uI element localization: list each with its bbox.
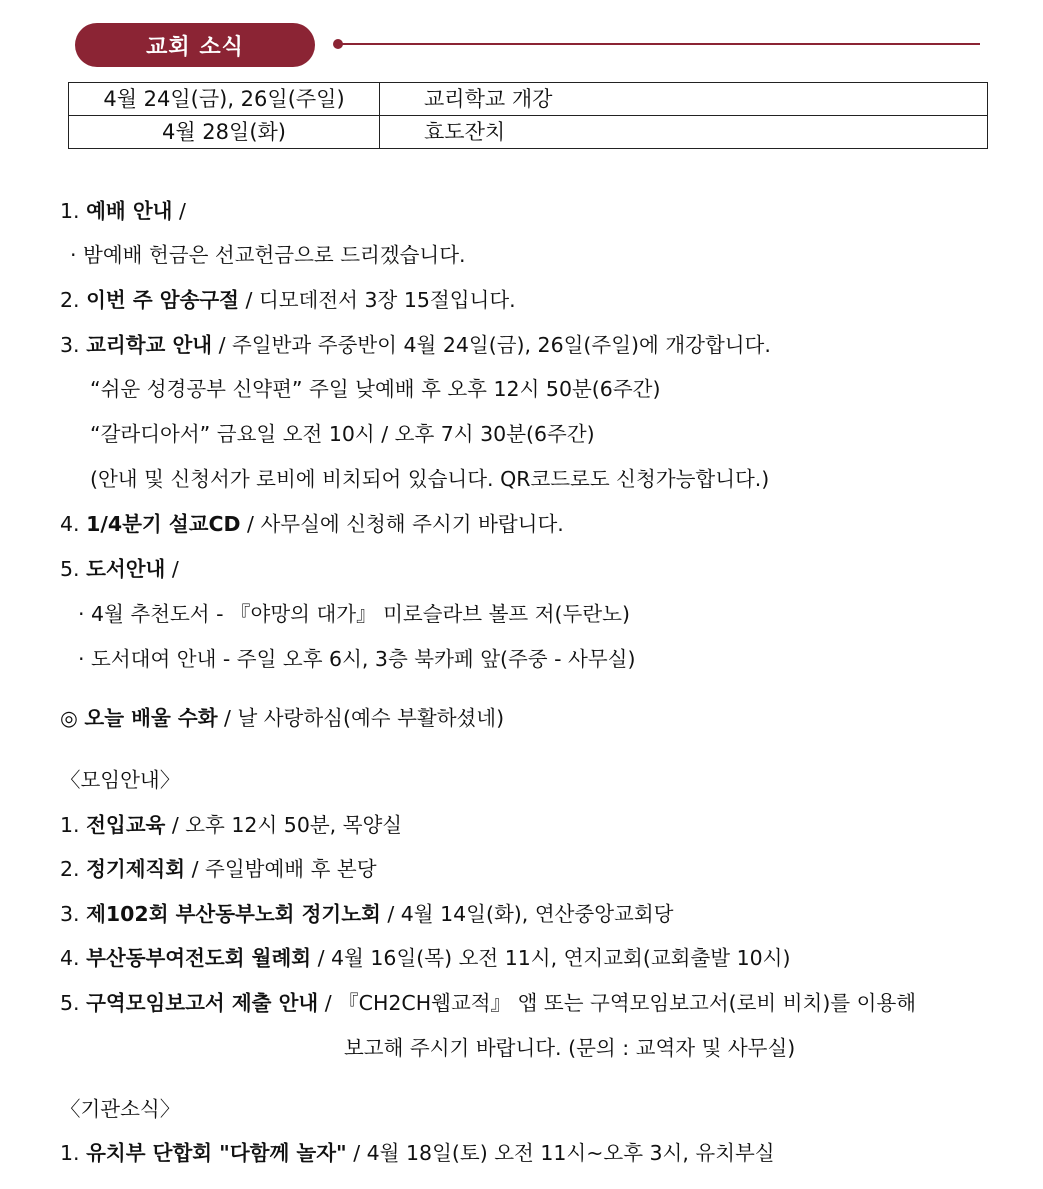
- notice-5-bullet: · 도서대여 안내 - 주일 오후 6시, 3층 북카페 앞(주중 - 사무실): [78, 647, 636, 671]
- section-header: [75, 23, 980, 67]
- item-number: 2.: [60, 288, 80, 312]
- notice-5-bullet: · 4월 추천도서 - 『야망의 대가』 미로슬라브 볼프 저(두란노): [78, 602, 630, 626]
- item-title: 이번 주 암송구절: [86, 288, 239, 312]
- meeting-item: [60, 986, 916, 1016]
- item-number: 5.: [60, 991, 80, 1015]
- notice-4: [60, 507, 564, 537]
- notice-3-sub: “쉬운 성경공부 신약편” 주일 낮예배 후 오후 12시 50분(6주간): [90, 377, 661, 401]
- header-divider: [341, 43, 980, 45]
- item-text: / 날 사랑하심(예수 부활하셨네): [217, 706, 505, 730]
- item-title: 오늘 배울 수화: [84, 706, 218, 730]
- meetings-heading: 〈모임안내〉: [60, 768, 181, 792]
- item-text: / 디모데전서 3장 15절입니다.: [239, 288, 516, 312]
- item-number: 1.: [60, 1141, 80, 1165]
- item-text: / 4월 18일(토) 오전 11시~오후 3시, 유치부실: [346, 1141, 775, 1165]
- item-title: 전입교육: [86, 813, 166, 837]
- item-title: 구역모임보고서 제출 안내: [86, 991, 319, 1015]
- item-number: 3.: [60, 333, 80, 357]
- notice-3: [60, 328, 771, 358]
- item-title: 교리학교 안내: [86, 333, 213, 357]
- item-number: 2.: [60, 857, 80, 881]
- schedule-event: 효도잔치: [380, 116, 988, 149]
- meeting-item-continuation: 보고해 주시기 바랍니다. (문의 : 교역자 및 사무실): [344, 1036, 796, 1060]
- notice-3-sub: (안내 및 신청서가 로비에 비치되어 있습니다. QR코드로도 신청가능합니다.): [90, 467, 770, 491]
- schedule-date: 4월 28일(화): [69, 116, 380, 149]
- schedule-table: [68, 82, 988, 149]
- schedule-event: 교리학교 개강: [380, 83, 988, 116]
- item-title: 부산동부여전도회 월례회: [86, 946, 312, 970]
- item-title: 1/4분기 설교CD: [86, 512, 241, 536]
- item-text: / 4월 14일(화), 연산중앙교회당: [380, 902, 674, 926]
- item-separator: /: [172, 199, 186, 223]
- item-number: 3.: [60, 902, 80, 926]
- schedule-date: 4월 24일(금), 26일(주일): [69, 83, 380, 116]
- item-title: 유치부 단합회 "다함께 놀자": [86, 1141, 347, 1165]
- item-text: / 주일밤예배 후 본당: [185, 857, 377, 881]
- item-number: 4.: [60, 946, 80, 970]
- item-text: / 주일반과 주중반이 4월 24일(금), 26일(주일)에 개강합니다.: [212, 333, 771, 357]
- notice-3-sub: “갈라디아서” 금요일 오전 10시 / 오후 7시 30분(6주간): [90, 422, 595, 446]
- item-text: / 『CH2CH웹교적』 앱 또는 구역모임보고서(로비 비치)를 이용해: [318, 991, 917, 1015]
- item-text: / 오후 12시 50분, 목양실: [165, 813, 403, 837]
- agencies-heading: 〈기관소식〉: [60, 1097, 181, 1121]
- meeting-item: [60, 852, 377, 882]
- item-title: 예배 안내: [86, 199, 173, 223]
- meeting-item: [60, 897, 673, 927]
- item-text: / 사무실에 신청해 주시기 바랍니다.: [240, 512, 564, 536]
- item-number: 4.: [60, 512, 80, 536]
- notice-1-bullet: · 밤예배 헌금은 선교헌금으로 드리겠습니다.: [70, 243, 466, 267]
- section-title-badge: [75, 23, 315, 67]
- meeting-item: [60, 941, 790, 971]
- item-text: / 4월 16일(목) 오전 11시, 연지교회(교회출발 10시): [311, 946, 791, 970]
- item-title: 제102회 부산동부노회 정기노회: [86, 902, 381, 926]
- notice-2: [60, 283, 516, 313]
- double-circle-icon: ◎: [60, 706, 85, 730]
- item-title: 도서안내: [86, 557, 166, 581]
- meeting-item: [60, 808, 402, 838]
- item-number: 5.: [60, 557, 80, 581]
- agency-item: [60, 1136, 775, 1166]
- notice-1: [60, 194, 186, 224]
- table-row: [69, 83, 988, 116]
- section-title: 교회 소식: [146, 34, 244, 60]
- item-number: 1.: [60, 199, 80, 223]
- item-separator: /: [165, 557, 179, 581]
- notice-5: [60, 552, 179, 582]
- item-title: 정기제직회: [86, 857, 186, 881]
- table-row: [69, 116, 988, 149]
- item-number: 1.: [60, 813, 80, 837]
- sign-language-notice: [60, 701, 504, 731]
